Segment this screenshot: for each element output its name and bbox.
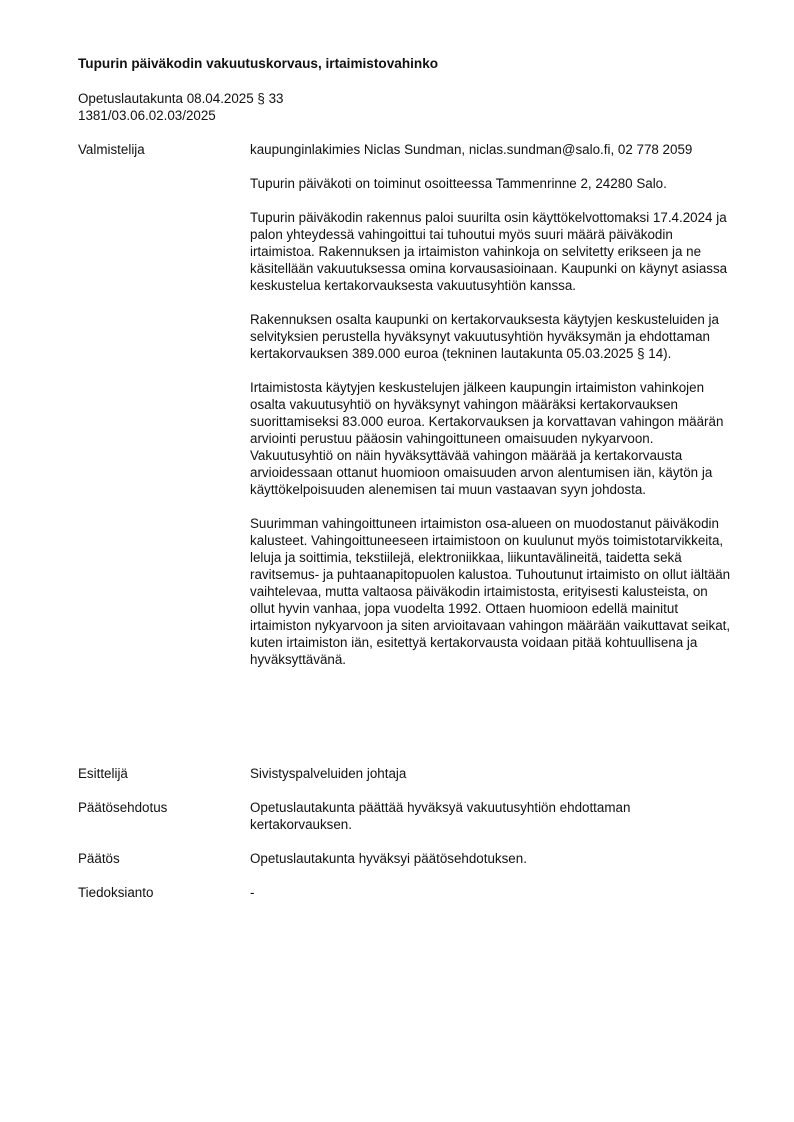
body-paragraph: Irtaimistosta käytyjen keskustelujen jälkeen kaupungin irtaimiston vahinkojen osalta vakuutusyhtiö on hyväksynyt vahingon määräksi kertakorvauksen suorittamiseksi 83.000 euroa. Kertakorvauksen ja korvattavan vahingon määrän arviointi perustuu pääosin vahingoittuneen omaisuuden nykyarvoon. Vakuutusyhtiö on näin hyväksyttävää vahingon määrää ja kertakorvausta arvioidessaan ottanut huomioon omaisuuden arvon alentumisen iän, käytön ja käyttökelpoisuuden alenemisen tai muun vastaavan syyn johdosta. [250, 380, 724, 497]
section-content [250, 141, 736, 668]
section-label: Esittelijä [78, 766, 128, 781]
section-label: Tiedoksianto [78, 885, 154, 900]
section-content: Opetuslautakunta hyväksyi päätösehdotuksen. [250, 851, 527, 866]
body-paragraph: Tupurin päiväkoti on toiminut osoitteessa Tammenrinne 2, 24280 Salo. [250, 176, 667, 191]
case-number: 1381/03.06.02.03/2025 [78, 108, 216, 123]
section-label: Valmistelija [78, 142, 145, 157]
section-content: Opetuslautakunta päättää hyväksyä vakuutusyhtiön ehdottaman kertakorvauksen. [250, 800, 631, 832]
body-paragraph: Suurimman vahingoittuneen irtaimiston osa-alueen on muodostanut päiväkodin kalusteet. Vahingoittuneeseen irtaimistoon on kuulunut myös toimistotarvikkeita, leluja ja soittimia, tekstiilejä, elektroniikkaa, liikuntavälineitä, taidetta sekä ravitsemus- ja puhtaanapitopuolen kalustoa. Tuhoutunut irtaimisto on ollut iältään vaihtelevaa, mutta valtaosa päiväkodin irtaimistosta, erityisesti kalusteista, on ollut hyvin vanhaa, jopa vuodelta 1992. Ottaen huomioon edellä mainitut irtaimiston nykyarvoon ja siten arvioitavaan vahingon määrään vaikuttavat seikat, kuten irtaimiston iän, esitettyä kertakorvausta voidaan pitää kohtuullisena ja hyväksyttävänä. [250, 516, 731, 667]
body-paragraph: Rakennuksen osalta kaupunki on kertakorvauksesta käytyjen keskusteluiden ja selvityksien perustella hyväksynyt vakuutusyhtiön hyväksymän ja ehdottaman kertakorvauksen 389.000 euroa (tekninen lautakunta 05.03.2025 § 14). [250, 312, 719, 361]
preparer-contact: kaupunginlakimies Niclas Sundman, niclas.sundman@salo.fi, 02 778 2059 [250, 142, 693, 157]
meeting-reference: Opetuslautakunta 08.04.2025 § 33 [78, 91, 284, 106]
section-content: Sivistyspalveluiden johtaja [250, 766, 407, 781]
section-label: Päätös [78, 851, 120, 866]
section-content: - [250, 885, 255, 900]
body-paragraph: Tupurin päiväkodin rakennus paloi suurilta osin käyttökelvottomaksi 17.4.2024 ja palon yhteydessä vahingoittui tai tuhoutui myös suuri määrä päiväkodin irtaimistoa. Rakennuksen ja irtaimiston vahinkoja on selvitetty erikseen ja ne käsitellään vakuutuksessa omina korvausasioinaan. Kaupunki on käynyt asiassa keskustelua kertakorvauksesta vakuutusyhtiön kanssa. [250, 210, 728, 293]
document-meta [78, 90, 284, 124]
section-label: Päätösehdotus [78, 800, 168, 815]
document-title: Tupurin päiväkodin vakuutuskorvaus, irtaimistovahinko [78, 56, 439, 71]
